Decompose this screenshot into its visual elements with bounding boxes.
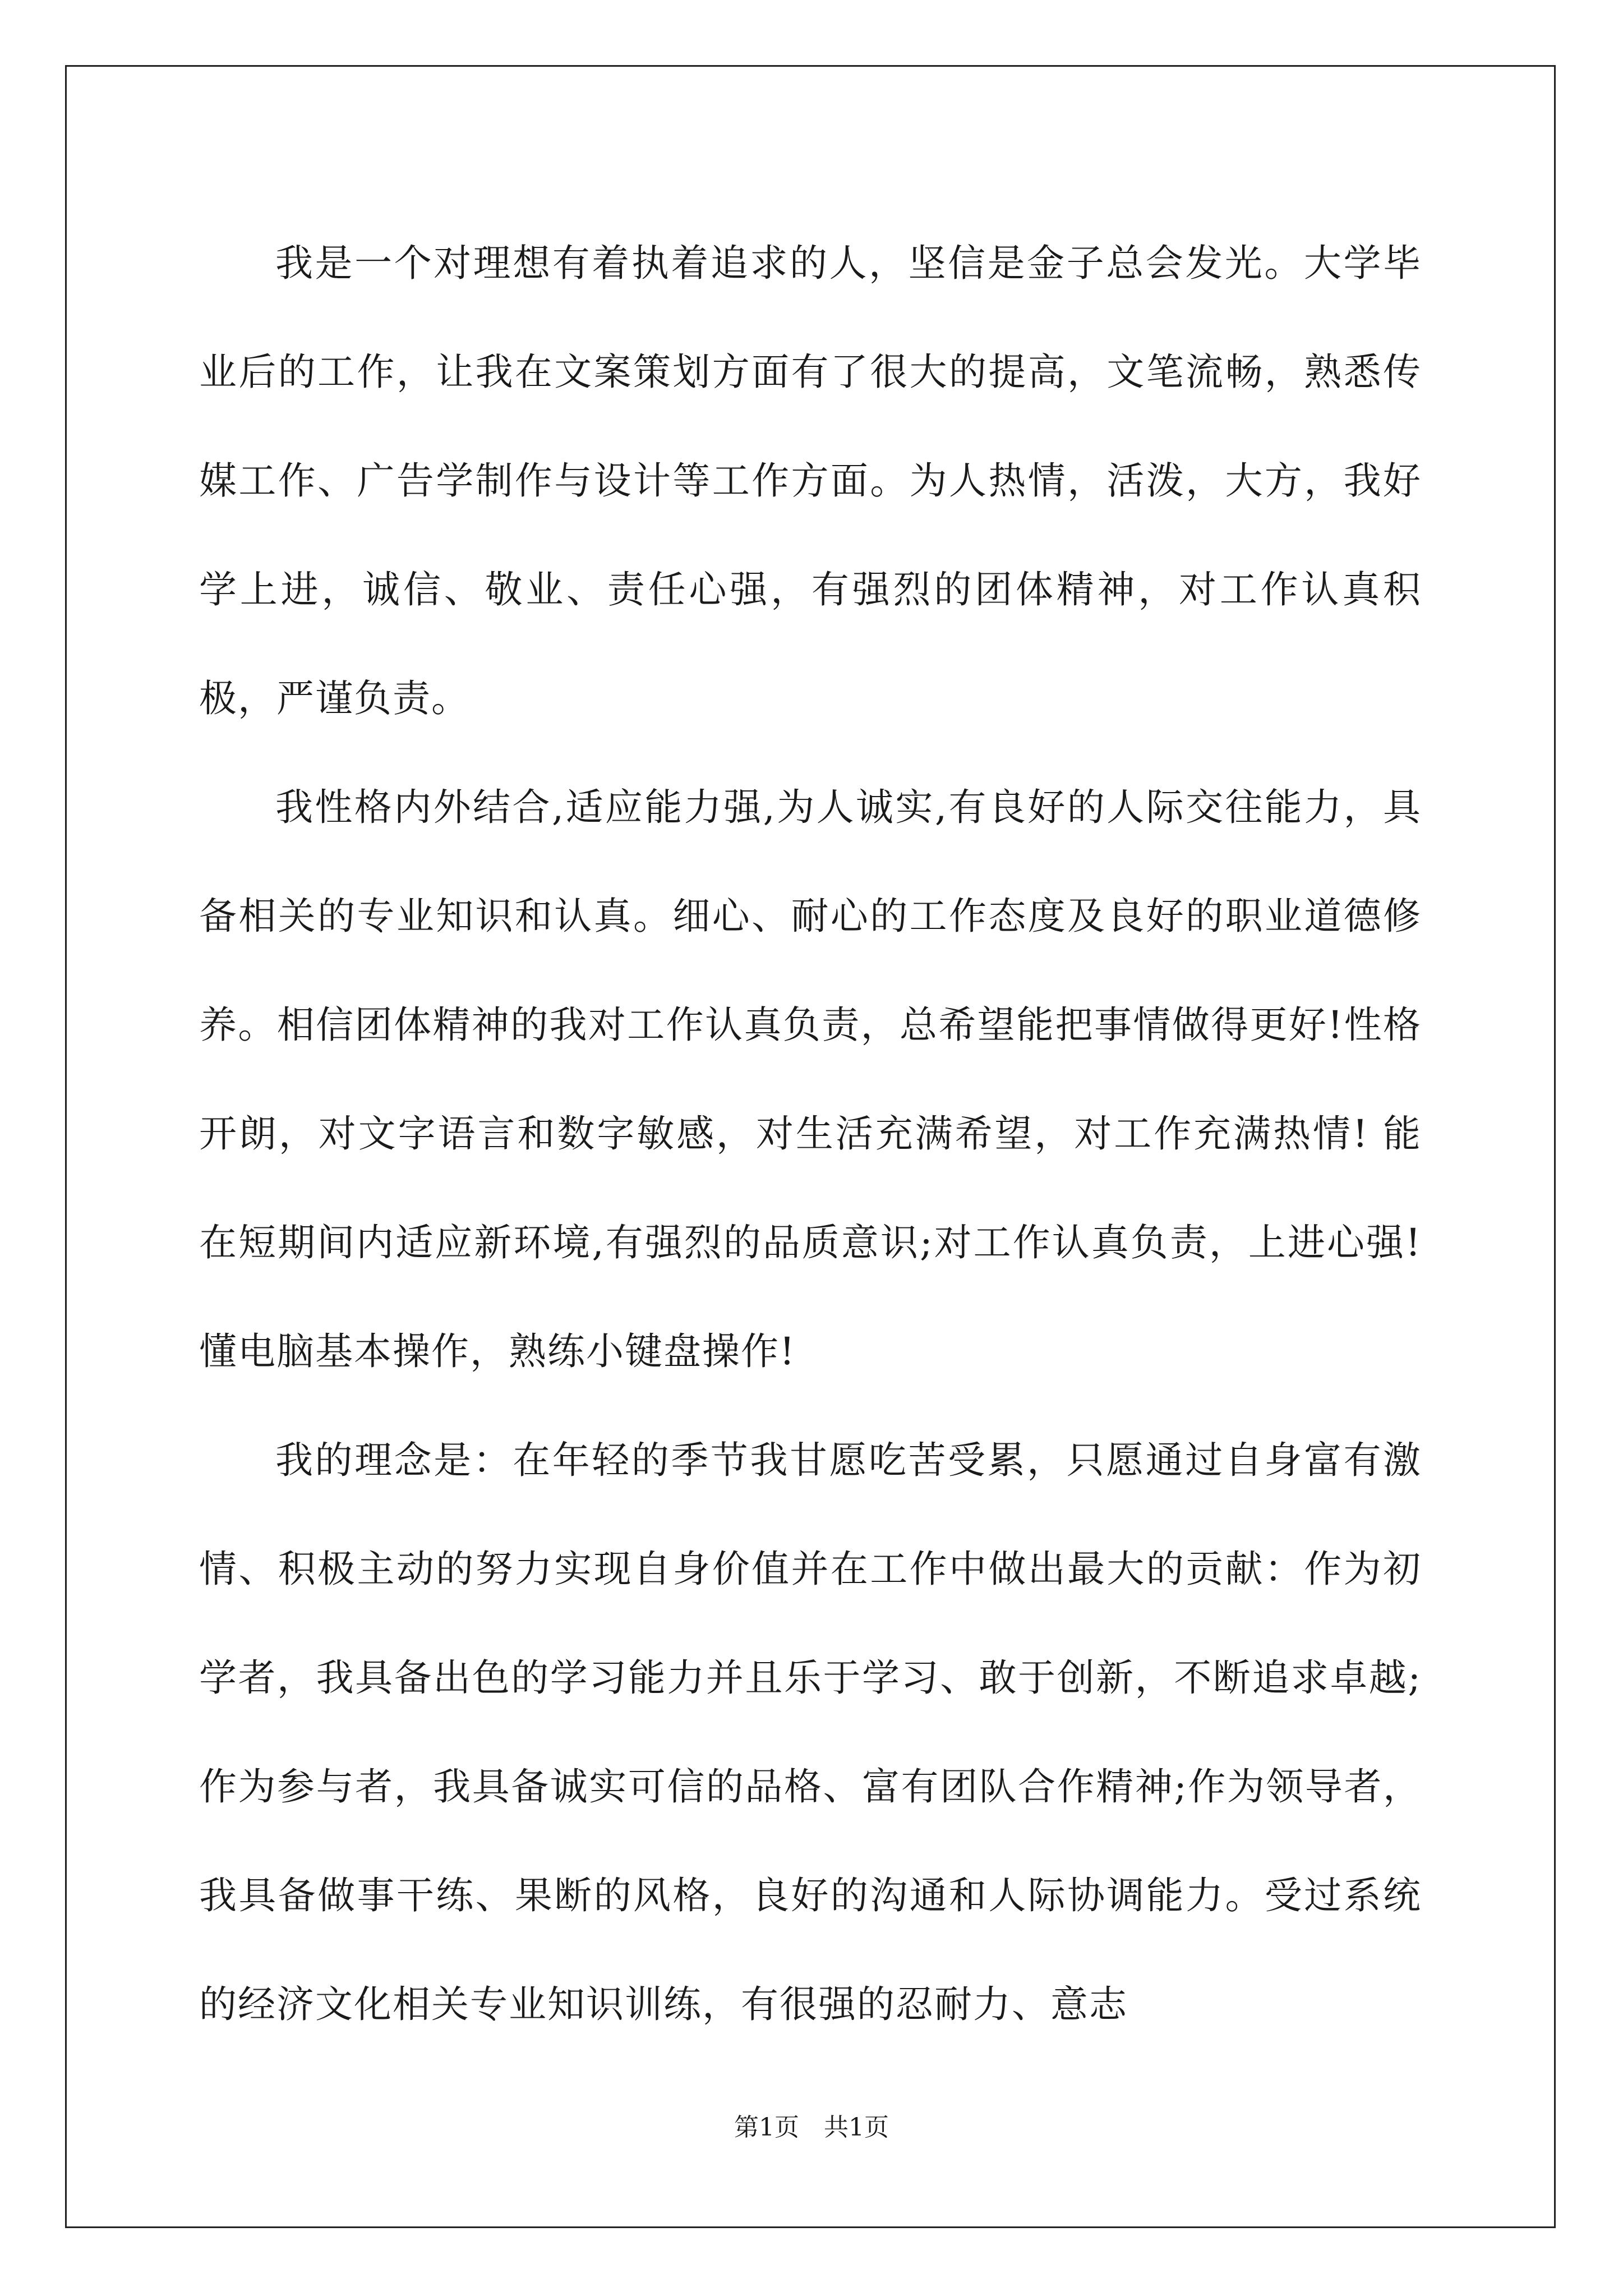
page-number-footer: 第1页 共1页	[734, 2113, 889, 2142]
paragraph-2: 我性格内外结合,适应能力强,为人诚实,有良好的人际交往能力，具备相关的专业知识和认真。细心、耐心的工作态度及良好的职业道德修养。相信团体精神的我对工作认真负责，总希望能把事情做得更好!性格开朗，对文字语言和数字敏感，对生活充满希望，对工作充满热情! 能在短期间内适应新环境,有强烈的品质意识;对工作认真负责，上进心强!懂电脑基本操作，熟练小键盘操作!	[199, 785, 1422, 1373]
paragraph-1: 我是一个对理想有着执着追求的人，坚信是金子总会发光。大学毕业后的工作，让我在文案策划方面有了很大的提高，文笔流畅，熟悉传媒工作、广告学制作与设计等工作方面。为人热情，活泼，大方，我好学上进，诚信、敬业、责任心强，有强烈的团体精神，对工作认真积极，严谨负责。	[199, 241, 1422, 720]
document-body	[199, 209, 1422, 2059]
paragraph-3: 我的理念是：在年轻的季节我甘愿吃苦受累，只愿通过自身富有激情、积极主动的努力实现自身价值并在工作中做出最大的贡献：作为初学者，我具备出色的学习能力并且乐于学习、敢于创新，不断追求卓越;作为参与者，我具备诚实可信的品格、富有团队合作精神;作为领导者，我具备做事干练、果断的风格，良好的沟通和人际协调能力。受过系统的经济文化相关专业知识训练，有很强的忍耐力、意志	[199, 1438, 1422, 2026]
